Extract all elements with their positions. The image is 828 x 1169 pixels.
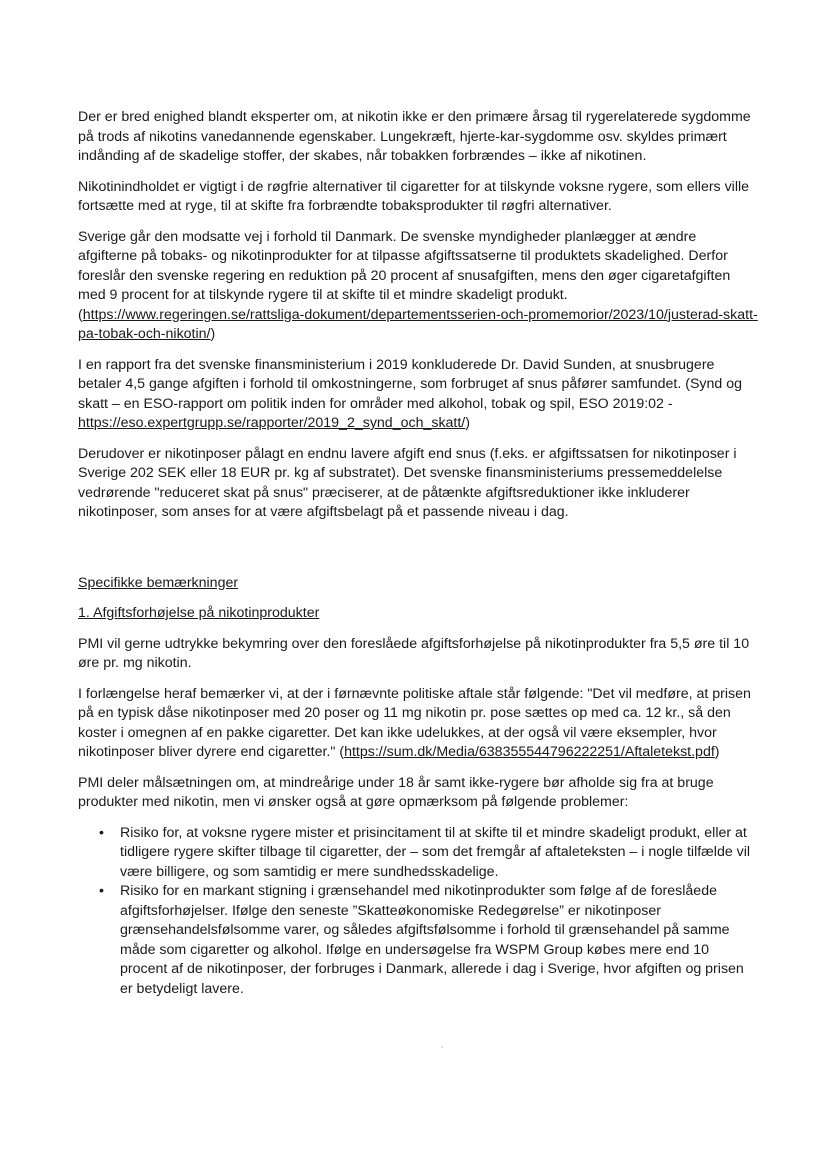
paragraph-sweden-text: Sverige går den modsatte vej i forhold til Danmark. De svenske myndigheder planlægger at ændre afgifterne på tobaks- og nikotinprodukter for at tilpasse afgiftssatserne til produktets skadelighed. Derfor foreslår den svenske regering en reduktion på 20 procent af snusafgiften, mens den øger cigaretafgiften med 9 procent for at tilskynde rygere til at skifte til et mindre skadeligt produkt. bbox=[78, 228, 731, 303]
eso-link[interactable]: https://eso.expertgrupp.se/rapporter/2019_2_synd_och_skatt/ bbox=[78, 415, 466, 431]
paragraph-nicotine-not-cause: Der er bred enighed blandt eksperter om, at nikotin ikke er den primære årsag til rygerelaterede sygdomme på trods af nikotins vanedannende egenskaber. Lungekræft, hjerte-kar-sygdomme osv. skyldes primært indånding af de skadelige stoffer, der skabes, når tobakken forbrændes – ikke af nikotinen. bbox=[78, 109, 751, 164]
paragraph-eso-report bbox=[78, 356, 758, 434]
list-item-text: Risiko for en markant stigning i grænsehandel med nikotinprodukter som følge af de foreslåede afgiftsforhøjelser. Ifølge den seneste ”Skatteøkonomiske Redegørelse” er nikotinposer grænsehandelsfølsomme varer, og således afgiftsfølsomme i forhold til grænsehandel på samme måde som cigaretter og alkohol. Ifølge en undersøgelse fra WSPM Group købes mere end 10 procent af de nikotinposer, der forbruges i Danmark, allerede i dag i Sverige, hvor afgiften og prisen er betydeligt lavere. bbox=[120, 883, 744, 997]
paragraph-agreement-text: I forlængelse heraf bemærker vi, at der i førnævnte politiske aftale står følgende: "Det vil medføre, at prisen på en typisk dåse nikotinposer med 20 poser og 11 mg nikotin pr. pose sættes op med ca. 12 kr., så den koster i omegnen af en pakke cigaretter. Det kan ikke udelukkes, at der også vil være eksempler, hvor nikotinposer bliver dyrere end cigaretter." bbox=[78, 685, 751, 760]
paren-open: ( bbox=[78, 306, 83, 323]
list-item bbox=[78, 824, 758, 883]
paragraph-political-agreement bbox=[78, 685, 758, 763]
section-title: Specifikke bemærkninger bbox=[78, 574, 239, 591]
list-item bbox=[78, 882, 758, 999]
paragraph-eso-text: I en rapport fra det svenske finansministerium i 2019 konkluderede Dr. David Sunden, at snusbrugere betaler 4,5 gange afgiften i forhold til omkostningerne, som forbruget af snus påfører samfundet. (Synd og skatt – en ESO-rapport om politik inden for områder med alkohol, tobak og spil, ESO 2019:02 - bbox=[78, 356, 743, 412]
regeringen-link[interactable]: https://www.regeringen.se/rattsliga-dokument/departementsserien-och-promemorior/2023/10/justerad-skatt-pa-tobak-och-nikotin/ bbox=[78, 306, 758, 342]
paragraph-nicotine-pouches-tax: Derudover er nikotinposer pålagt en endnu lavere afgift end snus (f.eks. er afgiftssatsen for nikotinposer i Sverige 202 SEK eller 18 EUR pr. kg af substratet). Det svenske finansministeriums pressemeddelelse vedrørende "reduceret skat på snus" præciserer, at de påtænkte afgiftsreduktioner ikke inkluderer nikotinposer, som anses for at være afgiftsbelagt på et passende niveau i dag. bbox=[78, 445, 737, 520]
bullet-list bbox=[78, 824, 758, 1000]
document-page bbox=[78, 108, 758, 999]
bullet-icon: • bbox=[99, 883, 104, 899]
list-item-text: Risiko for, at voksne rygere mister et prisincitament til at skifte til et mindre skadeligt produkt, eller at tidligere rygere skifter tilbage til cigaretter, der – som det fremgår af aftaleteksten – i nogle tilfælde vil være billigere, og som samtidig er mere sundhedsskadelige. bbox=[120, 824, 751, 880]
section-subtitle: 1. Afgiftsforhøjelse på nikotinprodukter bbox=[78, 605, 320, 621]
paragraph-pmi-goal: PMI deler målsætningen om, at mindreårige under 18 år samt ikke-rygere bør afholde sig fra at bruge produkter med nikotin, men vi ønsker også at gøre opmærksom på følgende problemer: bbox=[78, 774, 714, 810]
paren-open: ( bbox=[335, 744, 345, 760]
paren-close: ) bbox=[714, 744, 720, 760]
paragraph-nicotine-content: Nikotinindholdet er vigtigt i de røgfrie alternativer til cigaretter for at tilskynde voksne rygere, som ellers ville fortsætte med at ryge, til at skifte fra forbrændte tobaksprodukter til røgfri alternativer. bbox=[78, 178, 750, 214]
paragraph-pmi-concern: PMI vil gerne udtrykke bekymring over den foreslåede afgiftsforhøjelse på nikotinprodukter fra 5,5 øre til 10 øre pr. mg nikotin. bbox=[78, 635, 750, 671]
section-gap bbox=[78, 534, 758, 574]
paragraph-sweden bbox=[78, 228, 758, 345]
sum-dk-link[interactable]: https://sum.dk/Media/638355544796222251/Aftaletekst.pdf bbox=[344, 744, 715, 760]
bullet-icon: • bbox=[99, 824, 104, 841]
paren-close: ) bbox=[465, 415, 470, 431]
scan-speck bbox=[441, 1046, 443, 1048]
paren-close: ) bbox=[210, 326, 216, 342]
